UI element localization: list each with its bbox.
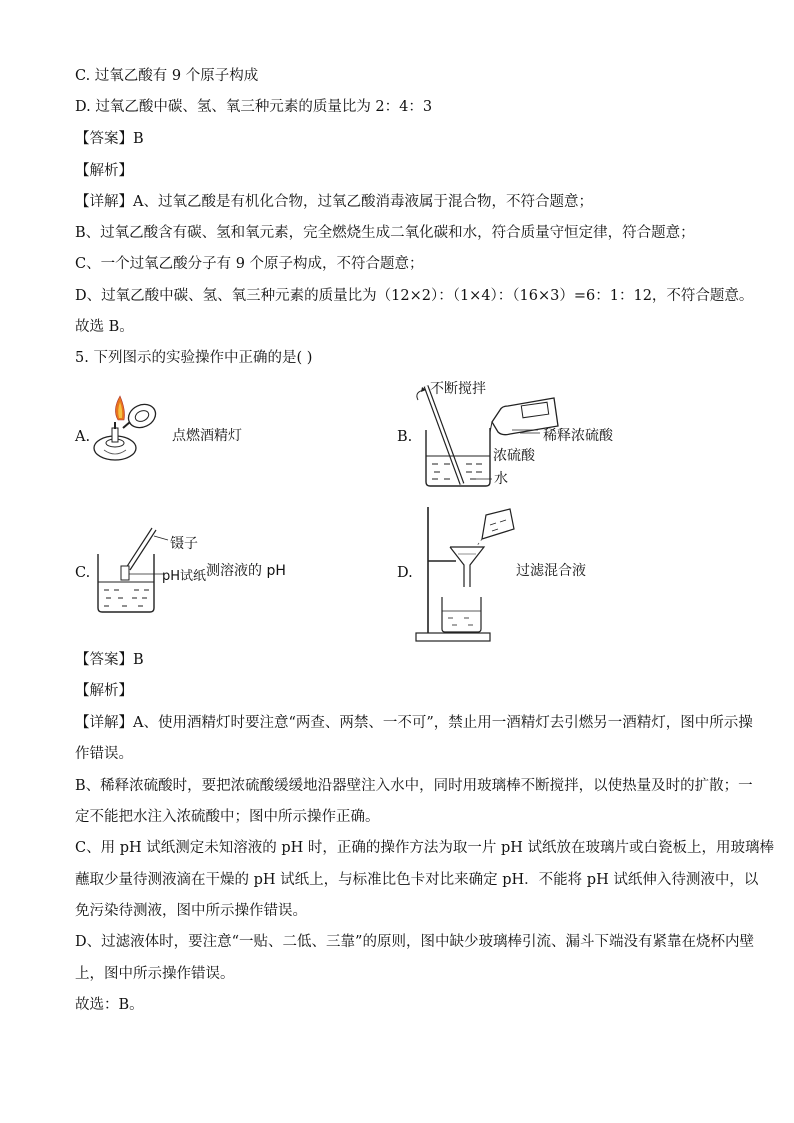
option-a-letter: A. xyxy=(75,429,91,445)
label-dilute: 稀释浓硫酸 xyxy=(543,428,613,444)
option-b-letter: B. xyxy=(397,429,413,445)
alcohol-lamp-illustration xyxy=(90,388,180,478)
detail-paragraph: C、一个过氧乙酸分子有 9 个原子构成，不符合题意； xyxy=(75,256,424,272)
detail-paragraph: 作错误。 xyxy=(75,746,133,762)
option-c-caption: 测溶液的 pH xyxy=(206,563,286,579)
option-d-caption: 过滤混合液 xyxy=(516,563,586,579)
label-ph-paper: pH试纸 xyxy=(162,569,207,584)
analysis-label: 【解析】 xyxy=(75,163,133,179)
detail-paragraph: B、过氧乙酸含有碳、氢和氧元素，完全燃烧生成二氧化碳和水，符合质量守恒定律，符合题意； xyxy=(75,225,695,241)
label-stir: 不断搅拌 xyxy=(430,381,486,397)
detail-paragraph: B、稀释浓硫酸时，要把浓硫酸缓缓地沿器壁注入水中，同时用玻璃棒不断搅拌，以使热量及时的扩散；一 xyxy=(75,778,753,794)
option-c-letter: C. xyxy=(75,565,91,581)
detail-paragraph: 免污染待测液，图中所示操作错误。 xyxy=(75,903,307,919)
label-water: 水 xyxy=(494,471,508,487)
option-d-letter: D. xyxy=(397,565,413,581)
detail-paragraph: C、用 pH 试纸测定未知溶液的 pH 时，正确的操作方法为取一片 pH 试纸放在玻璃片或白瓷板上，用玻璃棒 xyxy=(75,840,775,856)
option-d-text: D. 过氧乙酸中碳、氢、氧三种元素的质量比为 2：4：3 xyxy=(75,99,433,115)
label-acid: 浓硫酸 xyxy=(493,448,535,464)
detail-paragraph: D、过滤液体时，要注意“一贴、二低、三靠”的原则，图中缺少玻璃棒引流、漏斗下端没有紧靠在烧杯内壁 xyxy=(75,934,754,950)
detail-paragraph: 蘸取少量待测液滴在干燥的 pH 试纸上，与标准比色卡对比来确定 pH．不能将 pH 试纸伸入待测液中，以 xyxy=(75,872,759,888)
detail-paragraph: 上，图中所示操作错误。 xyxy=(75,966,235,982)
question-5-stem: 5. 下列图示的实验操作中正确的是( ) xyxy=(75,350,313,366)
answer-label: 【答案】B xyxy=(75,131,144,147)
conclusion: 故选：B。 xyxy=(75,997,144,1013)
answer-label: 【答案】B xyxy=(75,652,144,668)
detail-paragraph: 定不能把水注入浓硫酸中；图中所示操作正确。 xyxy=(75,809,380,825)
detail-paragraph: 【详解】A、使用酒精灯时要注意“两查、两禁、一不可”，禁止用一酒精灯去引燃另一酒精灯，图中所示操 xyxy=(75,715,753,731)
analysis-label: 【解析】 xyxy=(75,683,133,699)
option-c-text: C. 过氧乙酸有 9 个原子构成 xyxy=(75,68,259,84)
label-tweezers: 镊子 xyxy=(170,536,198,552)
option-a-caption: 点燃酒精灯 xyxy=(172,428,242,444)
detail-paragraph: 【详解】A、过氧乙酸是有机化合物，过氧乙酸消毒液属于混合物，不符合题意； xyxy=(75,194,593,210)
detail-paragraph: D、过氧乙酸中碳、氢、氧三种元素的质量比为（12×2）：（1×4）：（16×3）=6：1：12，不符合题意。 xyxy=(75,288,754,304)
conclusion: 故选 B。 xyxy=(75,319,134,335)
